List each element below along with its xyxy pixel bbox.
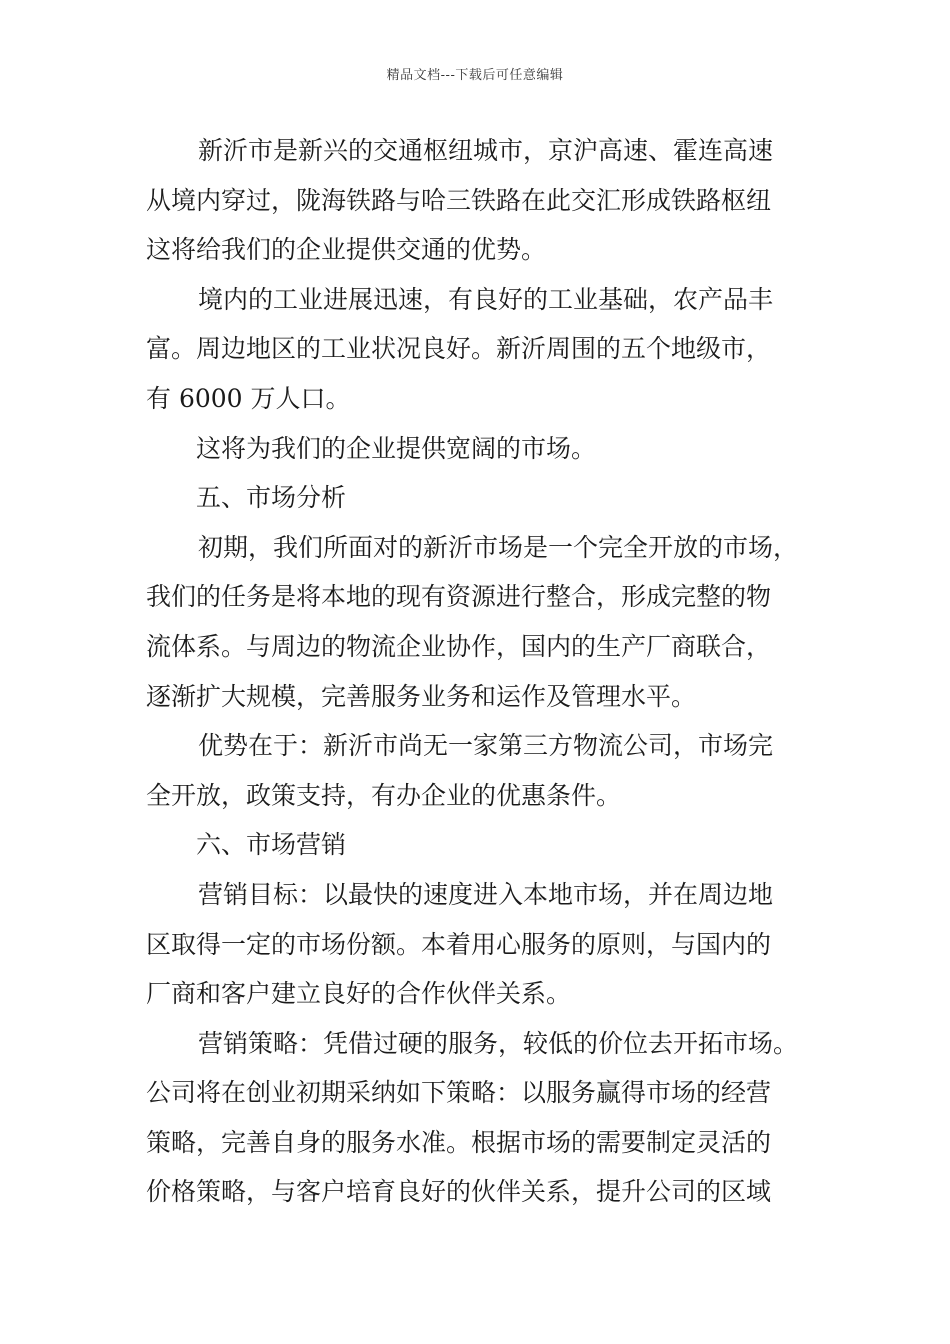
text-line: 优势在于：新沂市尚无一家第三方物流公司，市场完 bbox=[198, 731, 774, 761]
text-line: 这将为我们的企业提供宽阔的市场。 bbox=[196, 433, 597, 463]
text-line: 营销策略：凭借过硬的服务，较低的价位去开拓市场。 bbox=[198, 1028, 799, 1058]
text-line: 公司将在创业初期采纳如下策略：以服务赢得市场的经营 bbox=[146, 1078, 772, 1108]
text-line: 有 6000 万人口。 bbox=[146, 383, 351, 413]
section-heading: 五、市场分析 bbox=[196, 483, 347, 513]
section-heading: 六、市场营销 bbox=[196, 830, 347, 860]
text-line: 厂商和客户建立良好的合作伙伴关系。 bbox=[146, 979, 572, 1009]
text-line: 营销目标：以最快的速度进入本地市场，并在周边地 bbox=[198, 879, 774, 909]
page-header: 精品文档---下载后可任意编辑 bbox=[386, 68, 564, 83]
text-line: 这将给我们的企业提供交通的优势。 bbox=[146, 235, 547, 265]
text-line: 策略，完善自身的服务水准。根据市场的需要制定灵活的 bbox=[146, 1127, 772, 1157]
text-line: 富。周边地区的工业状况良好。新沂周围的五个地级市， bbox=[146, 334, 772, 364]
text-line: 境内的工业进展迅速，有良好的工业基础，农产品丰 bbox=[198, 284, 774, 314]
text-line: 我们的任务是将本地的现有资源进行整合，形成完整的物 bbox=[146, 582, 772, 612]
text-line: 区取得一定的市场份额。本着用心服务的原则，与国内的 bbox=[146, 929, 772, 959]
text-line: 流体系。与周边的物流企业协作，国内的生产厂商联合， bbox=[146, 631, 772, 661]
text-line: 从境内穿过，陇海铁路与哈三铁路在此交汇形成铁路枢纽 bbox=[146, 185, 772, 215]
text-line: 初期，我们所面对的新沂市场是一个完全开放的市场， bbox=[198, 532, 799, 562]
document-body bbox=[146, 126, 816, 1217]
text-line: 全开放，政策支持，有办企业的优惠条件。 bbox=[146, 780, 622, 810]
text-line: 新沂市是新兴的交通枢纽城市，京沪高速、霍连高速 bbox=[198, 136, 774, 165]
text-line: 价格策略，与客户培育良好的伙伴关系，提升公司的区域 bbox=[146, 1177, 772, 1207]
text-line: 逐渐扩大规模，完善服务业务和运作及管理水平。 bbox=[146, 681, 697, 711]
